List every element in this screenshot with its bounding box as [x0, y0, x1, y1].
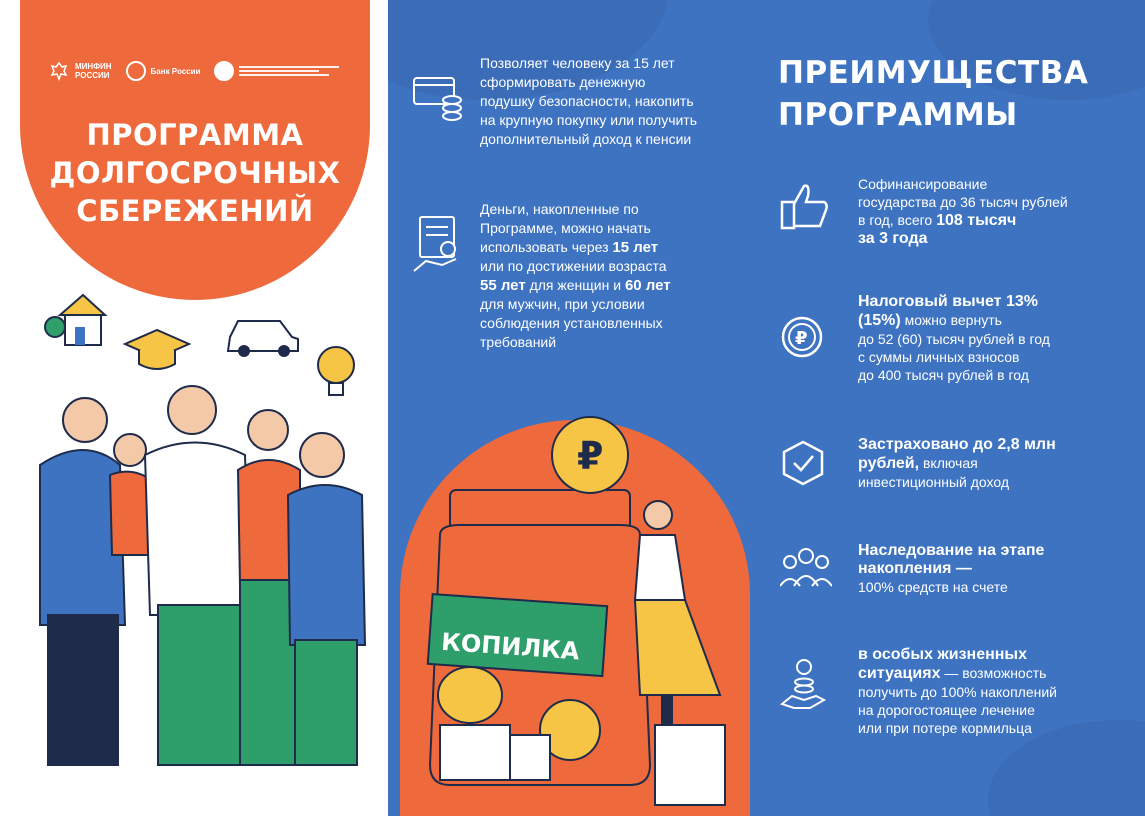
- program-title: [40, 116, 350, 230]
- thumbs-up-icon: [780, 180, 830, 230]
- advantage-line: получить до 100% накоплений: [858, 684, 1057, 700]
- benefit-line: соблюдения установленных: [480, 315, 663, 331]
- bank-logo-text: Банк России: [150, 66, 201, 76]
- advantage-inheritance: [858, 542, 1128, 596]
- left-panel: [0, 0, 388, 816]
- family-icon: [780, 546, 832, 588]
- program-title-line-2: ДОЛГОСРОЧНЫХ: [49, 156, 341, 190]
- lightbulb-icon: [318, 347, 354, 395]
- bank-logo: [126, 61, 201, 81]
- shield-check-icon: [780, 440, 826, 486]
- advantage-highlight: рублей,: [858, 455, 920, 472]
- minfin-logo-text: МИНФИН РОССИИ: [75, 62, 112, 80]
- benefit-line: на крупную покупку или получить: [480, 112, 698, 128]
- eagle-emblem-icon: [48, 60, 70, 82]
- benefit-line: сформировать денежную: [480, 74, 646, 90]
- advantage-line: на дорогостоящее лечение: [858, 702, 1035, 718]
- advantage-line: можно вернуть: [904, 312, 1002, 328]
- piggy-bank-illustration: [400, 405, 750, 816]
- advantage-line: — возможность: [944, 665, 1047, 681]
- advantage-special-cases: [858, 646, 1128, 737]
- advantages-title: [778, 52, 1088, 136]
- advantage-line: до 52 (60) тысяч рублей в год: [858, 331, 1050, 347]
- benefit-line: требований: [480, 334, 557, 350]
- advantage-highlight: накопления —: [858, 560, 972, 577]
- benefit-line: Деньги, накопленные по: [480, 201, 639, 217]
- benefit-highlight: 15 лет: [612, 239, 659, 256]
- car-icon: [228, 321, 298, 357]
- program-title-line-3: СБЕРЕЖЕНИЙ: [76, 194, 314, 228]
- benefit-highlight: 60 лет: [624, 277, 671, 294]
- contract-hand-icon: [412, 215, 464, 275]
- advantages-title-line-2: ПРОГРАММЫ: [778, 97, 1018, 133]
- benefit-line: подушку безопасности, накопить: [480, 93, 694, 109]
- people-group: [40, 386, 365, 765]
- advantage-line: до 400 тысяч рублей в год: [858, 367, 1029, 383]
- advantage-line: 100% средств на счете: [858, 579, 1008, 595]
- advantage-line: или при потере кормильца: [858, 720, 1032, 736]
- advantage-cofinancing: [858, 175, 1128, 248]
- piggy-label: КОПИЛКА: [440, 627, 581, 666]
- advantage-line: инвестиционный доход: [858, 474, 1009, 490]
- advantage-insured: [858, 436, 1128, 491]
- svg-text:₽: ₽: [795, 328, 808, 349]
- advantage-highlight: в особых жизненных: [858, 646, 1027, 663]
- right-panel: [388, 0, 1145, 816]
- globe-emblem-icon: [214, 61, 234, 81]
- advantage-line: в год, всего: [858, 212, 933, 228]
- logos-row: [48, 56, 368, 86]
- house-icon: [45, 295, 105, 345]
- advantage-line: государства до 36 тысяч рублей: [858, 194, 1068, 210]
- advantage-highlight: Застраховано до 2,8 млн: [858, 436, 1056, 453]
- advantage-highlight: 108 тысяч: [936, 212, 1017, 229]
- graduation-cap-icon: [125, 330, 189, 369]
- third-logo: [214, 61, 339, 81]
- benefit-line: Программе, можно начать: [480, 220, 651, 236]
- advantage-line: включая: [922, 455, 978, 471]
- advantage-highlight: ситуациях: [858, 665, 941, 682]
- minfin-logo: [48, 60, 112, 82]
- benefit-line: Позволяет человеку за 15 лет: [480, 55, 675, 71]
- svg-text:₽: ₽: [577, 434, 604, 478]
- hand-coins-icon: [780, 658, 826, 710]
- benefit-line: для мужчин, при условии: [480, 296, 645, 312]
- family-illustration: [0, 285, 388, 816]
- advantages-title-line-1: ПРЕИМУЩЕСТВА: [778, 55, 1089, 91]
- bank-emblem-icon: [126, 61, 146, 81]
- benefit-usage-text: [480, 200, 671, 352]
- logo-small-text-icon: [239, 66, 339, 76]
- benefit-line: или по достижении возраста: [480, 258, 667, 274]
- benefit-highlight: 55 лет: [480, 277, 526, 294]
- benefit-line: дополнительный доход к пенсии: [480, 131, 692, 147]
- advantage-tax-deduction: [858, 293, 1128, 384]
- advantage-highlight: Наследование на этапе: [858, 542, 1045, 559]
- advantage-highlight: Налоговый вычет 13%: [858, 293, 1038, 310]
- advantage-line: с суммы личных взносов: [858, 349, 1020, 365]
- advantage-highlight: (15%): [858, 312, 901, 329]
- benefit-line: использовать через: [480, 239, 609, 255]
- document-coins-icon: [412, 70, 464, 122]
- benefit-savings-text: [480, 54, 697, 149]
- advantage-line: Софинансирование: [858, 176, 988, 192]
- benefit-line: для женщин и: [529, 277, 622, 293]
- ruble-coin-icon: [780, 315, 824, 359]
- program-title-line-1: ПРОГРАММА: [86, 118, 304, 152]
- advantage-highlight: за 3 года: [858, 230, 928, 247]
